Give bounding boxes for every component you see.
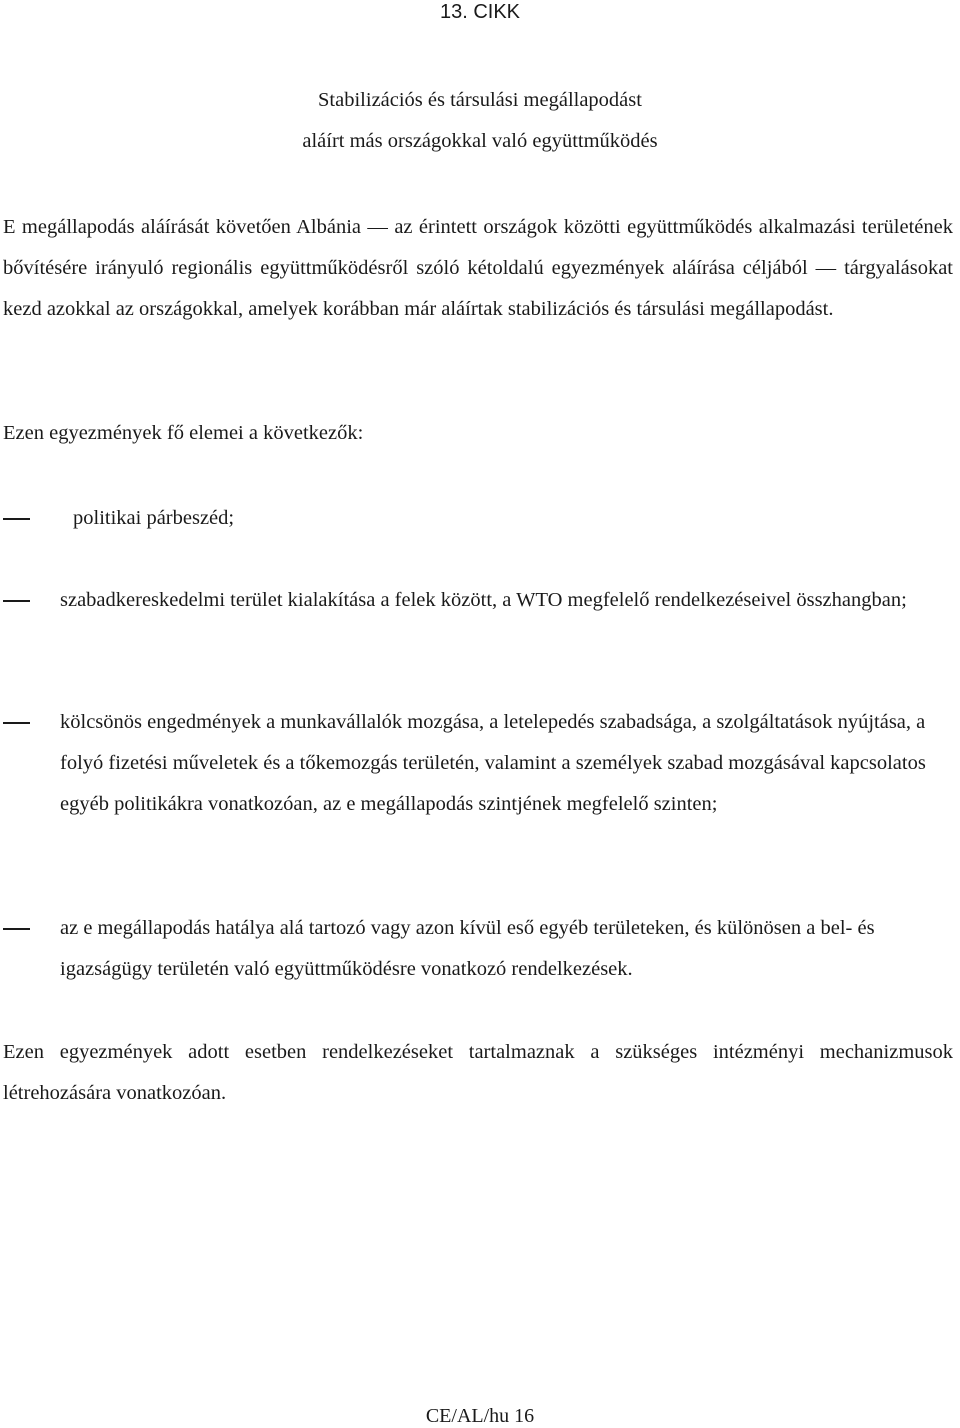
dash-bullet-icon <box>3 518 30 520</box>
closing-paragraph: Ezen egyezmények adott esetben rendelkezéseket tartalmaznak a szükséges intézményi mechanizmusok létrehozására vonatkozóan. <box>3 1041 953 1104</box>
list-item-text: politikai párbeszéd; <box>73 507 235 529</box>
dash-bullet-icon <box>3 722 30 724</box>
intro-paragraph: E megállapodás aláírását követően Albánia — az érintett országok közötti együttműködés alkalmazási területének bővítésére irányuló regionális együttműködésről szóló kétoldalú egyezmények aláírása céljából — tárgyalásokat kezd azokkal az országokkal, amelyek korábban már aláírtak stabilizációs és társulási megállapodást. <box>3 216 953 320</box>
list-item-text: kölcsönös engedmények a munkavállalók mozgása, a letelepedés szabadsága, a szolgáltatások nyújtása, a folyó fizetési műveletek és a tőkemozgás területén, valamint a személyek szabad mozgásával kapcsolatos egyéb politikákra vonatkozóan, az e megállapodás szintjének megfelelő szinten; <box>60 711 926 815</box>
article-title-line-1: Stabilizációs és társulási megállapodást <box>318 89 642 111</box>
page-footer: CE/AL/hu 16 <box>425 1405 535 1427</box>
elements-lead-paragraph: Ezen egyezmények fő elemei a következők: <box>3 422 364 444</box>
article-title-line-2: aláírt más országokkal való együttműködés <box>302 130 658 152</box>
list-item-text: szabadkereskedelmi terület kialakítása a felek között, a WTO megfelelő rendelkezéseivel összhangban; <box>60 589 907 611</box>
list-item-text: az e megállapodás hatálya alá tartozó vagy azon kívül eső egyéb területeken, és különösen a bel- és igazságügy területén való együttműködésre vonatkozó rendelkezések. <box>60 917 875 980</box>
article-number: 13. CIKK <box>439 1 521 23</box>
dash-bullet-icon <box>3 928 30 930</box>
dash-bullet-icon <box>3 600 30 602</box>
article-title <box>0 80 960 162</box>
